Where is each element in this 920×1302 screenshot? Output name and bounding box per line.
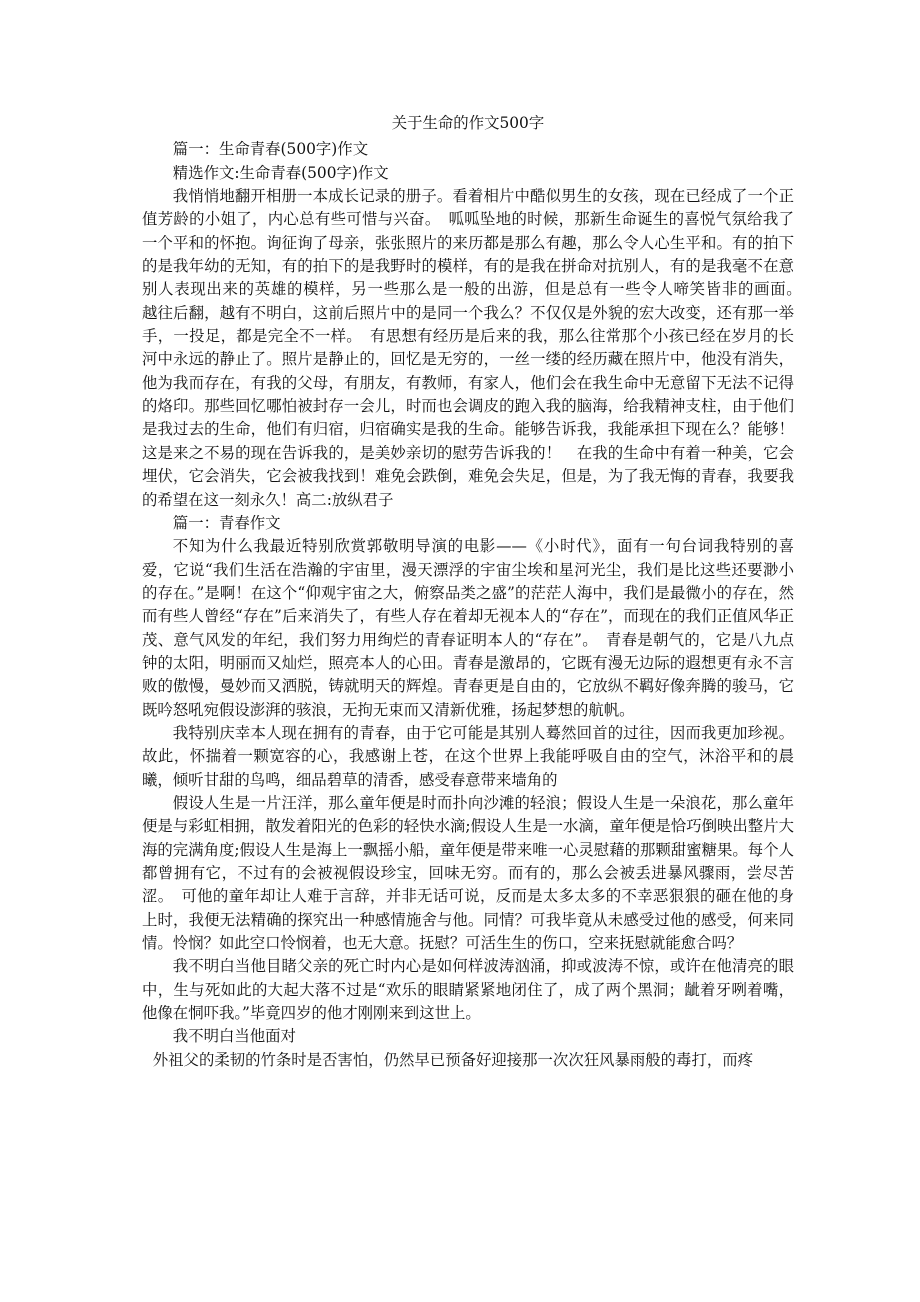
body-paragraph: 我不明白当他目睹父亲的死亡时内心是如何样波涛汹涌，抑或波涛不惊，或许在他清亮的眼中，生与死如此的大起大落不过是“欢乐的眼睛紧紧地闭住了，成了两个黑洞；龇着牙咧着嘴，他像在恫吓我。”毕竟四岁的他才刚刚来到这世上。 [142,957,794,1023]
body-paragraph: 假设人生是一片汪洋，那么童年便是时而扑向沙滩的轻浪；假设人生是一朵浪花，那么童年便是与彩虹相拥，散发着阳光的色彩的轻快水滴;假设人生是一水滴，童年便是恰巧倒映出整片大海的完满角度;假设人生是海上一飘摇小船，童年便是带来唯一心灵慰藉的那颗甜蜜糖果。每个人都曾拥有它，不过有的会被视假设珍宝，回味无穷。而有的，那么会被丢进暴风骤雨，尝尽苦涩。 可他的童年却让人难于言辞，并非无话可说，反而是太多太多的不幸恶狠狠的砸在他的身上时，我便无法精确的探究出一种感情施舍与他。同情？可我毕竟从未感受过他的感受，何来同情。怜悯？如此空口怜悯着，也无大意。抚慰？可活生生的伤口，空来抚慰就能愈合吗？ [142,793,794,953]
body-paragraph: 我特别庆幸本人现在拥有的青春，由于它可能是其别人蓦然回首的过往，因而我更加珍视。故此，怀揣着一颗宽容的心，我感谢上苍，在这个世界上我能呼吸自由的空气，沐浴平和的晨曦，倾听甘甜的鸟鸣，细品碧草的清香，感受春意带来墙角的 [142,723,794,789]
document-page [142,112,810,1072]
section-heading: 篇一：生命青春(500字)作文 [172,140,369,159]
body-paragraph: 我悄悄地翻开相册一本成长记录的册子。看着相片中酷似男生的女孩，现在已经成了一个正值芳龄的小姐了，内心总有些可惜与兴奋。 呱呱坠地的时候，那新生命诞生的喜悦气氛给我了一个平和的怀抱。询征询了母亲，张张照片的来历都是那么有趣，那么令人心生平和。有的拍下的是我年幼的无知，有的拍下的是我野时的模样，有的是我在拼命对抗别人，有的是我毫不在意别人表现出来的英雄的模样，另一些那么是一般的出游，但是总有一些令人啼笑皆非的画面。 越往后翻，越有不明白，这前后照片中的是同一个我么？不仅仅是外貌的宏大改变，还有那一举手，一投足，都是完全不一样。 有思想有经历是后来的我，那么往常那个小孩已经在岁月的长河中永远的静止了。照片是静止的，回忆是无穷的，一丝一缕的经历藏在照片中，他没有消失，他为我而存在，有我的父母，有朋友，有教师，有家人，他们会在我生命中无意留下无法不记得的烙印。那些回忆哪怕被封存一会儿，时而也会调皮的跑入我的脑海，给我精神支柱，由于他们是我过去的生命，他们有归宿，归宿确实是我的生命。能够告诉我，我能承担下现在么？能够！这是来之不易的现在告诉我的，是美妙亲切的慰劳告诉我的！ 在我的生命中有着一种美，它会埋伏，它会消失，它会被我找到！难免会跌倒，难免会失足，但是，为了我无悔的青春，我要我的希望在这一刻永久！高二:放纵君子 [142,187,810,509]
body-paragraph: 外祖父的柔韧的竹条时是否害怕，仍然早已预备好迎接那一次次狂风暴雨般的毒打，而疼 [152,1050,754,1069]
body-paragraph: 不知为什么我最近特别欣赏郭敬明导演的电影——《小时代》，面有一句台词我特别的喜爱，它说“我们生活在浩瀚的宇宙里，漫天漂浮的宇宙尘埃和星河光尘，我们是比这些还要渺小的存在。”是啊！在这个“仰观宇宙之大，俯察品类之盛”的茫茫人海中，我们是最微小的存在，然而有些人曾经“存在”后来消失了，有些人存在着却无视本人的“存在”，而现在的我们正值风华正茂、意气风发的年纪，我们努力用绚烂的青春证明本人的“存在”。 青春是朝气的，它是八九点钟的太阳，明丽而又灿烂，照亮本人的心田。青春是激昂的，它既有漫无边际的遐想更有永不言败的傲慢，曼妙而又洒脱，铸就明天的辉煌。青春更是自由的，它放纵不羁好像奔腾的骏马，它既吟怒吼宛假设澎湃的骇浪，无拘无束而又清新优雅，扬起梦想的航帆。 [142,537,794,719]
body-paragraph: 我不明白当他面对 [172,1027,296,1046]
document-title: 关于生命的作文500字 [391,114,545,132]
section-heading: 篇一：青春作文 [172,513,281,532]
article-subtitle: 精选作文:生命青春(500字)作文 [172,163,389,182]
